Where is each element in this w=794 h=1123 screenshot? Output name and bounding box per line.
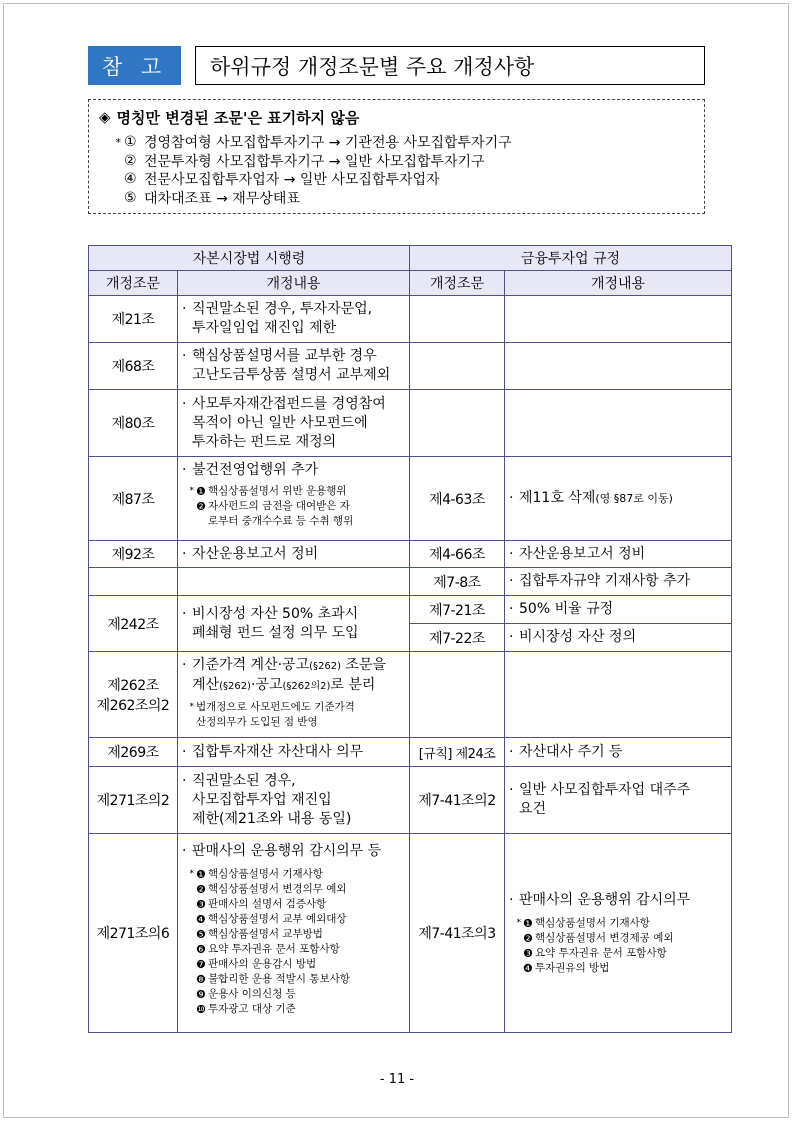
page-title-text: 하위규정 개정조문별 주요 개정사항 <box>210 54 535 79</box>
content-cell <box>505 390 732 457</box>
article-cell: 제7-8조 <box>410 568 505 596</box>
notice-item-text: 대차대조표 → 재무상태표 <box>144 190 300 207</box>
article-cell: 제262조 제262조의2 <box>89 652 178 738</box>
content-cell <box>505 343 732 390</box>
notice-list <box>99 133 694 207</box>
article-cell: 제271조의2 <box>89 767 178 834</box>
article-cell: 제269조 <box>89 738 178 767</box>
asterisk-icon: * <box>115 135 121 149</box>
table-row <box>89 738 732 767</box>
notice-item-number: ④ <box>124 171 137 188</box>
notice-item <box>99 189 694 208</box>
content-cell: · 비시장성 자산 50% 초과시 폐쇄형 펀드 설정 의무 도입 <box>178 596 410 652</box>
article-cell <box>410 390 505 457</box>
article-cell <box>410 296 505 343</box>
notice-heading-text: 명칭만 변경된 조문'은 표기하지 않음 <box>116 108 360 127</box>
content-cell: · 비시장성 자산 정의 <box>505 624 732 652</box>
notice-item <box>99 170 694 189</box>
content-cell: · 판매사의 운용행위 감시의무 등 * ❶ 핵심상품설명서 기재사항 ❷ 핵심상품설명서 변경의무 예외 ❸ 판매사의 설명서 검증사항 ❹ 핵심상품설명서 교부 예외대상 ❺ 핵심상품설명서 교부방법 ❻ 요약 투자권유 문서 포함사항 ❼ 판매사의 운용감시 방법 ❽ 불합리한 운용 적발시 통보사항 ❾ 운용사 이의신청 등 ❿ 투자광고 대상 기준 <box>178 834 410 1033</box>
table-row <box>89 457 732 541</box>
notice-item-number: ⑤ <box>124 189 137 206</box>
article-cell: 제92조 <box>89 541 178 568</box>
notice-item-text: 전문투자형 사모집합투자기구 → 일반 사모집합투자기구 <box>144 153 485 170</box>
page-number: - 11 - <box>379 1072 415 1087</box>
article-cell: 제7-21조 <box>410 596 505 624</box>
notice-item-text: 전문사모집합투자업자 → 일반 사모집합투자업자 <box>144 172 440 189</box>
table-row <box>89 296 732 343</box>
page-title <box>195 46 705 85</box>
content-cell: · 제11호 삭제(영 §87로 이동) <box>505 457 732 541</box>
content-cell: · 자산대사 주기 등 <box>505 738 732 767</box>
group-header-enforcement-decree: 자본시장법 시행령 <box>89 246 410 271</box>
content-cell <box>178 568 410 596</box>
article-cell: 제242조 <box>89 596 178 652</box>
notice-box <box>88 99 705 214</box>
table-row <box>89 652 732 738</box>
content-cell <box>505 296 732 343</box>
notice-heading <box>99 106 694 128</box>
article-cell: 제87조 <box>89 457 178 541</box>
content-cell: · 기준가격 계산·공고(§262) 조문을 계산(§262)·공고(§262의2)로 분리 * 법개정으로 사모펀드에도 기준가격 산정의무가 도입된 점 반영 <box>178 652 410 738</box>
content-cell: · 사모투자재간접펀드를 경영참여 목적이 아닌 일반 사모펀드에 투자하는 펀드로 재정의 <box>178 390 410 457</box>
article-cell <box>89 568 178 596</box>
article-cell: 제68조 <box>89 343 178 390</box>
table-row <box>89 568 732 596</box>
notice-item <box>99 152 694 171</box>
content-cell: · 직권말소된 경우, 투자자문업, 투자일임업 재진입 제한 <box>178 296 410 343</box>
table-row <box>89 390 732 457</box>
notice-item <box>99 133 694 152</box>
content-cell: · 50% 비율 규정 <box>505 596 732 624</box>
notice-item-text: 경영참여형 사모집합투자기구 → 기관전용 사모집합투자기구 <box>144 135 512 152</box>
table-row <box>89 767 732 834</box>
content-cell: · 핵심상품설명서를 교부한 경우 고난도금투상품 설명서 교부제외 <box>178 343 410 390</box>
content-cell: · 자산운용보고서 정비 <box>178 541 410 568</box>
column-header-content: 개정내용 <box>178 271 410 296</box>
table-row <box>89 834 732 1033</box>
article-cell: 제7-41조의2 <box>410 767 505 834</box>
article-cell: 제80조 <box>89 390 178 457</box>
column-header-content: 개정내용 <box>505 271 732 296</box>
table-row <box>89 596 732 624</box>
content-cell: · 일반 사모집합투자업 대주주 요건 <box>505 767 732 834</box>
article-cell: 제4-63조 <box>410 457 505 541</box>
content-cell <box>505 652 732 738</box>
column-header-article: 개정조문 <box>89 271 178 296</box>
content-cell: · 판매사의 운용행위 감시의무 * ❶ 핵심상품설명서 기재사항 ❷ 핵심상품설명서 변경제공 예외 ❸ 요약 투자권유 문서 포함사항 ❹ 투자권유의 방법 <box>505 834 732 1033</box>
article-cell: [규칙] 제24조 <box>410 738 505 767</box>
table-row <box>89 343 732 390</box>
article-cell: 제7-22조 <box>410 624 505 652</box>
table-group-header <box>89 246 732 271</box>
table-row <box>89 541 732 568</box>
table-column-header <box>89 271 732 296</box>
reference-badge: 참 고 <box>88 46 181 85</box>
column-header-article: 개정조문 <box>410 271 505 296</box>
article-cell: 제7-41조의3 <box>410 834 505 1033</box>
amendment-table <box>88 245 732 1033</box>
group-header-regulation: 금융투자업 규정 <box>410 246 732 271</box>
notice-item-number: ① <box>124 134 137 151</box>
diamond-icon: ◈ <box>99 108 111 126</box>
article-cell: 제271조의6 <box>89 834 178 1033</box>
notice-item-number: ② <box>124 152 137 169</box>
article-cell <box>410 652 505 738</box>
content-cell: · 자산운용보고서 정비 <box>505 541 732 568</box>
content-cell: · 불건전영업행위 추가 * ❶ 핵심상품설명서 위반 운용행위 ❷ 자사펀드의 금전을 대여받은 자 로부터 중개수수료 등 수취 행위 <box>178 457 410 541</box>
content-cell: · 집합투자재산 자산대사 의무 <box>178 738 410 767</box>
article-cell: 제21조 <box>89 296 178 343</box>
article-cell <box>410 343 505 390</box>
content-cell: · 직권말소된 경우, 사모집합투자업 재진입 제한(제21조와 내용 동일) <box>178 767 410 834</box>
content-cell: · 집합투자규약 기재사항 추가 <box>505 568 732 596</box>
article-cell: 제4-66조 <box>410 541 505 568</box>
